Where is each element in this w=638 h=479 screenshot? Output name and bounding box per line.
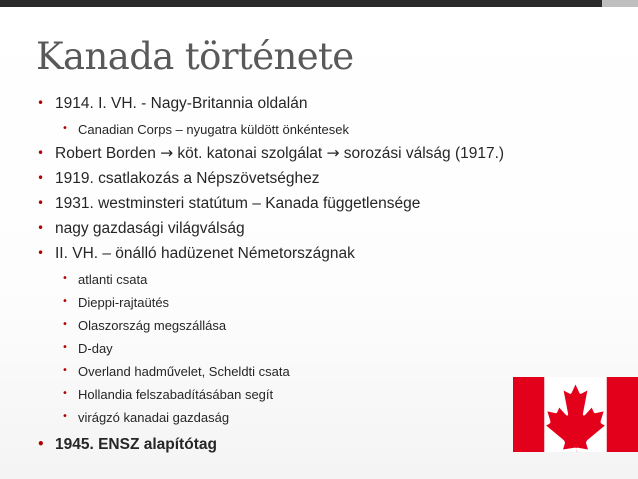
bullet-dot: • xyxy=(37,196,45,210)
bullet-ww2 xyxy=(37,245,355,262)
bullet-text: nagy gazdasági világválság xyxy=(55,220,245,237)
bullet-text: 1914. I. VH. - Nagy-Britannia oldalán xyxy=(55,95,308,112)
bullet-text: Canadian Corps – nyugatra küldött önkéntesek xyxy=(78,122,350,137)
bullet-dot: • xyxy=(62,388,68,399)
bullet-text-part: Robert Borden xyxy=(55,145,161,162)
bullet-atlantic xyxy=(62,272,148,287)
bullet-1919 xyxy=(37,170,320,187)
bullet-text-part: sorozási válság (1917.) xyxy=(339,145,505,162)
bullet-economy xyxy=(62,410,230,425)
bullet-italy xyxy=(62,318,227,333)
bullet-dot: • xyxy=(62,365,68,376)
bullet-dot: • xyxy=(37,221,45,235)
bullet-d-day xyxy=(62,341,113,356)
bullet-1945 xyxy=(37,436,217,453)
bullet-dot: • xyxy=(62,273,68,284)
bullet-overland xyxy=(62,364,290,379)
bullet-1914 xyxy=(37,95,308,112)
top-bar xyxy=(0,0,638,7)
bullet-dieppe xyxy=(62,295,170,310)
bullet-1931 xyxy=(37,195,421,212)
bullet-text: 1945. ENSZ alapítótag xyxy=(55,436,217,453)
bullet-text: atlanti csata xyxy=(78,272,148,287)
bullet-dot: • xyxy=(62,411,68,422)
bullet-dot: • xyxy=(37,437,45,451)
bullet-netherlands xyxy=(62,387,274,402)
bullet-text: virágzó kanadai gazdaság xyxy=(78,410,230,425)
bullet-dot: • xyxy=(62,296,68,307)
bullet-dot: • xyxy=(62,319,68,330)
arrow-right-icon: → xyxy=(160,144,174,162)
bullet-canadian-corps xyxy=(62,122,350,137)
bullet-text: Olaszország megszállása xyxy=(78,318,227,333)
bullet-dot: • xyxy=(37,171,45,185)
bullet-dot: • xyxy=(62,342,68,353)
bullet-dot: • xyxy=(37,246,45,260)
bullet-text: II. VH. – önálló hadüzenet Németországnak xyxy=(55,245,355,262)
bullet-robert-borden xyxy=(37,144,505,162)
bullet-text-part: köt. katonai szolgálat xyxy=(173,145,327,162)
corner-accent xyxy=(602,0,638,7)
bullet-text: 1919. csatlakozás a Népszövetséghez xyxy=(55,170,320,187)
bullet-text: 1931. westminsteri statútum – Kanada függetlensége xyxy=(55,195,421,212)
bullet-great-depression xyxy=(37,220,245,237)
canada-flag-icon xyxy=(513,377,638,452)
bullet-text: D-day xyxy=(78,341,113,356)
bullet-dot: • xyxy=(62,123,68,134)
arrow-right-icon: → xyxy=(326,144,340,162)
bullet-text: Hollandia felszabadításában segít xyxy=(78,387,274,402)
slide-title: Kanada története xyxy=(36,35,354,78)
bullet-text: Dieppi-rajtaütés xyxy=(78,295,170,310)
bullet-text: Overland hadművelet, Scheldti csata xyxy=(78,364,290,379)
bullet-dot: • xyxy=(37,96,45,110)
bullet-dot: • xyxy=(37,146,45,160)
